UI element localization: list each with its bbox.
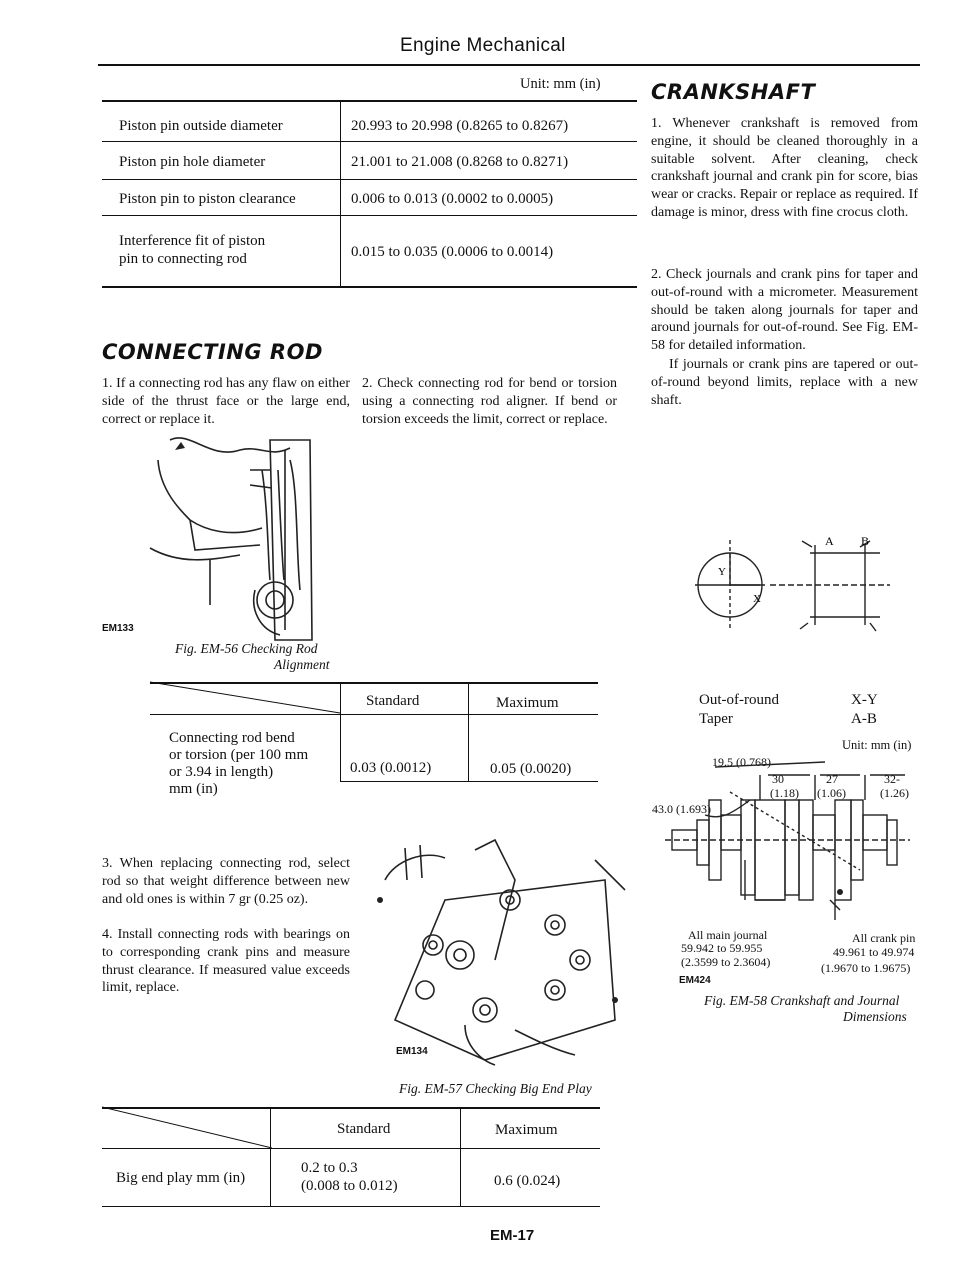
fig-57-code: EM134 [396, 1046, 428, 1057]
bend-table-standard-value: 0.03 (0.0012) [350, 760, 432, 776]
fig-56-code: EM133 [102, 623, 134, 634]
main-journal-line1: All main journal [688, 928, 768, 942]
rod-alignment-illustration [150, 430, 325, 645]
crankshaft-illustration [660, 760, 915, 935]
bend-table-header-standard: Standard [366, 693, 420, 709]
piston-table-rule [102, 215, 637, 216]
bend-table-col-divider [340, 682, 341, 781]
bend-table-label-line1: Connecting rod bend [169, 730, 295, 746]
bend-table-header-maximum: Maximum [496, 695, 559, 711]
diagram-label-y: Y [718, 566, 726, 578]
header-rule [98, 64, 920, 66]
dim-32: 32- [884, 772, 900, 786]
crank-pin-line1: All crank pin [852, 931, 916, 945]
crank-pin-line2: 49.961 to 49.974 [833, 945, 915, 959]
conrod-para-2: 2. Check connecting rod for bend or torsion using a connecting rod aligner. If bend or torsion exceeds the limit, correct or replace. [362, 376, 617, 427]
main-journal-line3: (2.3599 to 2.3604) [681, 955, 771, 969]
endplay-table-maximum-value: 0.6 (0.024) [494, 1173, 561, 1189]
endplay-table-label: Big end play mm (in) [116, 1170, 246, 1186]
crank-pin-line3: (1.9670 to 1.9675) [821, 961, 911, 975]
piston-row-2-value: 21.001 to 21.008 (0.8268 to 0.8271) [351, 154, 569, 170]
endplay-table-bottom-rule [102, 1206, 600, 1207]
fig-58-caption-line2: Dimensions [843, 1009, 907, 1024]
fig-57-caption: Fig. EM-57 Checking Big End Play [399, 1081, 592, 1096]
dim-32-in: (1.26) [880, 786, 909, 800]
fig-58-code: EM424 [679, 975, 711, 986]
dim-27: 27 [826, 772, 838, 786]
bend-table-maximum-value: 0.05 (0.0020) [490, 761, 572, 777]
out-of-round-label: Out-of-round [699, 692, 779, 708]
conrod-para-1: 1. If a connecting rod has any flaw on either side of the thrust face or the large end, correct or replace it. [102, 376, 350, 427]
diagram-label-b: B [861, 534, 870, 548]
dim-30: 30 [772, 772, 784, 786]
bend-table-label-line4: mm (in) [169, 781, 218, 797]
conrod-para-4: 4. Install connecting rods with bearings on to corresponding crank pins and measure thrust clearance. If measured value exceeds limit, replace. [102, 927, 350, 996]
fig-56-caption-line1: Fig. EM-56 Checking Rod [175, 641, 318, 656]
piston-row-3-label: Piston pin to piston clearance [119, 191, 296, 207]
piston-row-4-value: 0.015 to 0.035 (0.0006 to 0.0014) [351, 244, 554, 260]
bend-table-bottom-rule [340, 781, 598, 782]
piston-row-3-value: 0.006 to 0.013 (0.0002 to 0.0005) [351, 191, 554, 207]
endplay-table-col-divider [270, 1107, 271, 1207]
endplay-table-rule [102, 1148, 600, 1149]
piston-table-rule [102, 141, 637, 142]
dim-19-5: 19.5 (0.768) [712, 755, 771, 769]
fig-58-caption-line1: Fig. EM-58 Crankshaft and Journal [704, 993, 900, 1008]
piston-table-bottom-rule [102, 286, 637, 288]
dim-27-in: (1.06) [817, 786, 846, 800]
piston-table-top-rule [102, 100, 637, 102]
piston-row-4-label-line2: pin to connecting rod [119, 251, 247, 267]
bend-table-label-line2: or torsion (per 100 mm [169, 747, 309, 763]
taper-label: Taper [699, 711, 733, 727]
piston-table-rule [102, 179, 637, 180]
endplay-table-standard-line2: (0.008 to 0.012) [301, 1178, 398, 1194]
endplay-table-header-standard: Standard [337, 1121, 391, 1137]
fig-58-unit: Unit: mm (in) [842, 738, 912, 752]
bend-table-rule [150, 714, 598, 715]
big-end-play-illustration [365, 840, 630, 1075]
piston-row-1-value: 20.993 to 20.998 (0.8265 to 0.8267) [351, 118, 569, 134]
journal-measurement-diagram [690, 535, 890, 635]
main-journal-line2: 59.942 to 59.955 [681, 941, 763, 955]
crankshaft-para-2: 2. Check journals and crank pins for taper and out-of-round with a micrometer. Measurement should be taken along journals for taper and around journals for out-of-round. See Fig. EM-58 for detailed information. [651, 267, 918, 354]
bend-table-col-divider [468, 682, 469, 781]
conrod-para-3: 3. When replacing connecting rod, select rod so that weight difference between new and old ones is within 7 gr (0.25 oz). [102, 856, 350, 907]
page-number: EM-17 [490, 1227, 535, 1244]
crankshaft-para-3: If journals or crank pins are tapered or out-of-round beyond limits, replace with a new shaft. [651, 357, 918, 408]
endplay-table-standard-line1: 0.2 to 0.3 [301, 1160, 358, 1176]
diagram-label-x: X [753, 593, 761, 605]
connecting-rod-heading: CONNECTING ROD [102, 340, 323, 364]
taper-value: A-B [851, 711, 877, 727]
piston-row-1-label: Piston pin outside diameter [119, 118, 283, 134]
piston-row-4-label-line1: Interference fit of piston [119, 233, 266, 249]
endplay-table-header-maximum: Maximum [495, 1122, 558, 1138]
out-of-round-value: X-Y [851, 692, 878, 708]
fig-56-caption-line2: Alignment [274, 657, 330, 672]
piston-table-unit: Unit: mm (in) [520, 76, 601, 92]
crankshaft-para-1: 1. Whenever crankshaft is removed from engine, it should be cleaned thoroughly in a suitable solvent. After cleaning, check crankshaft journal and crank pin for score, bias wear or cracks. Repair or replace as required. If damage is minor, dress with fine crocus cloth. [651, 116, 918, 220]
page-header-title: Engine Mechanical [400, 35, 566, 56]
piston-row-2-label: Piston pin hole diameter [119, 154, 266, 170]
endplay-table-col-divider [460, 1107, 461, 1207]
piston-table-col-divider [340, 100, 341, 287]
dim-43: 43.0 (1.693) [652, 802, 711, 816]
endplay-table-corner-diagonal [102, 1107, 272, 1149]
diagram-label-a: A [825, 534, 834, 548]
dim-30-in: (1.18) [770, 786, 799, 800]
bend-table-label-line3: or 3.94 in length) [169, 764, 274, 780]
crankshaft-heading: CRANKSHAFT [651, 80, 816, 104]
bend-table-corner-diagonal [150, 682, 340, 714]
